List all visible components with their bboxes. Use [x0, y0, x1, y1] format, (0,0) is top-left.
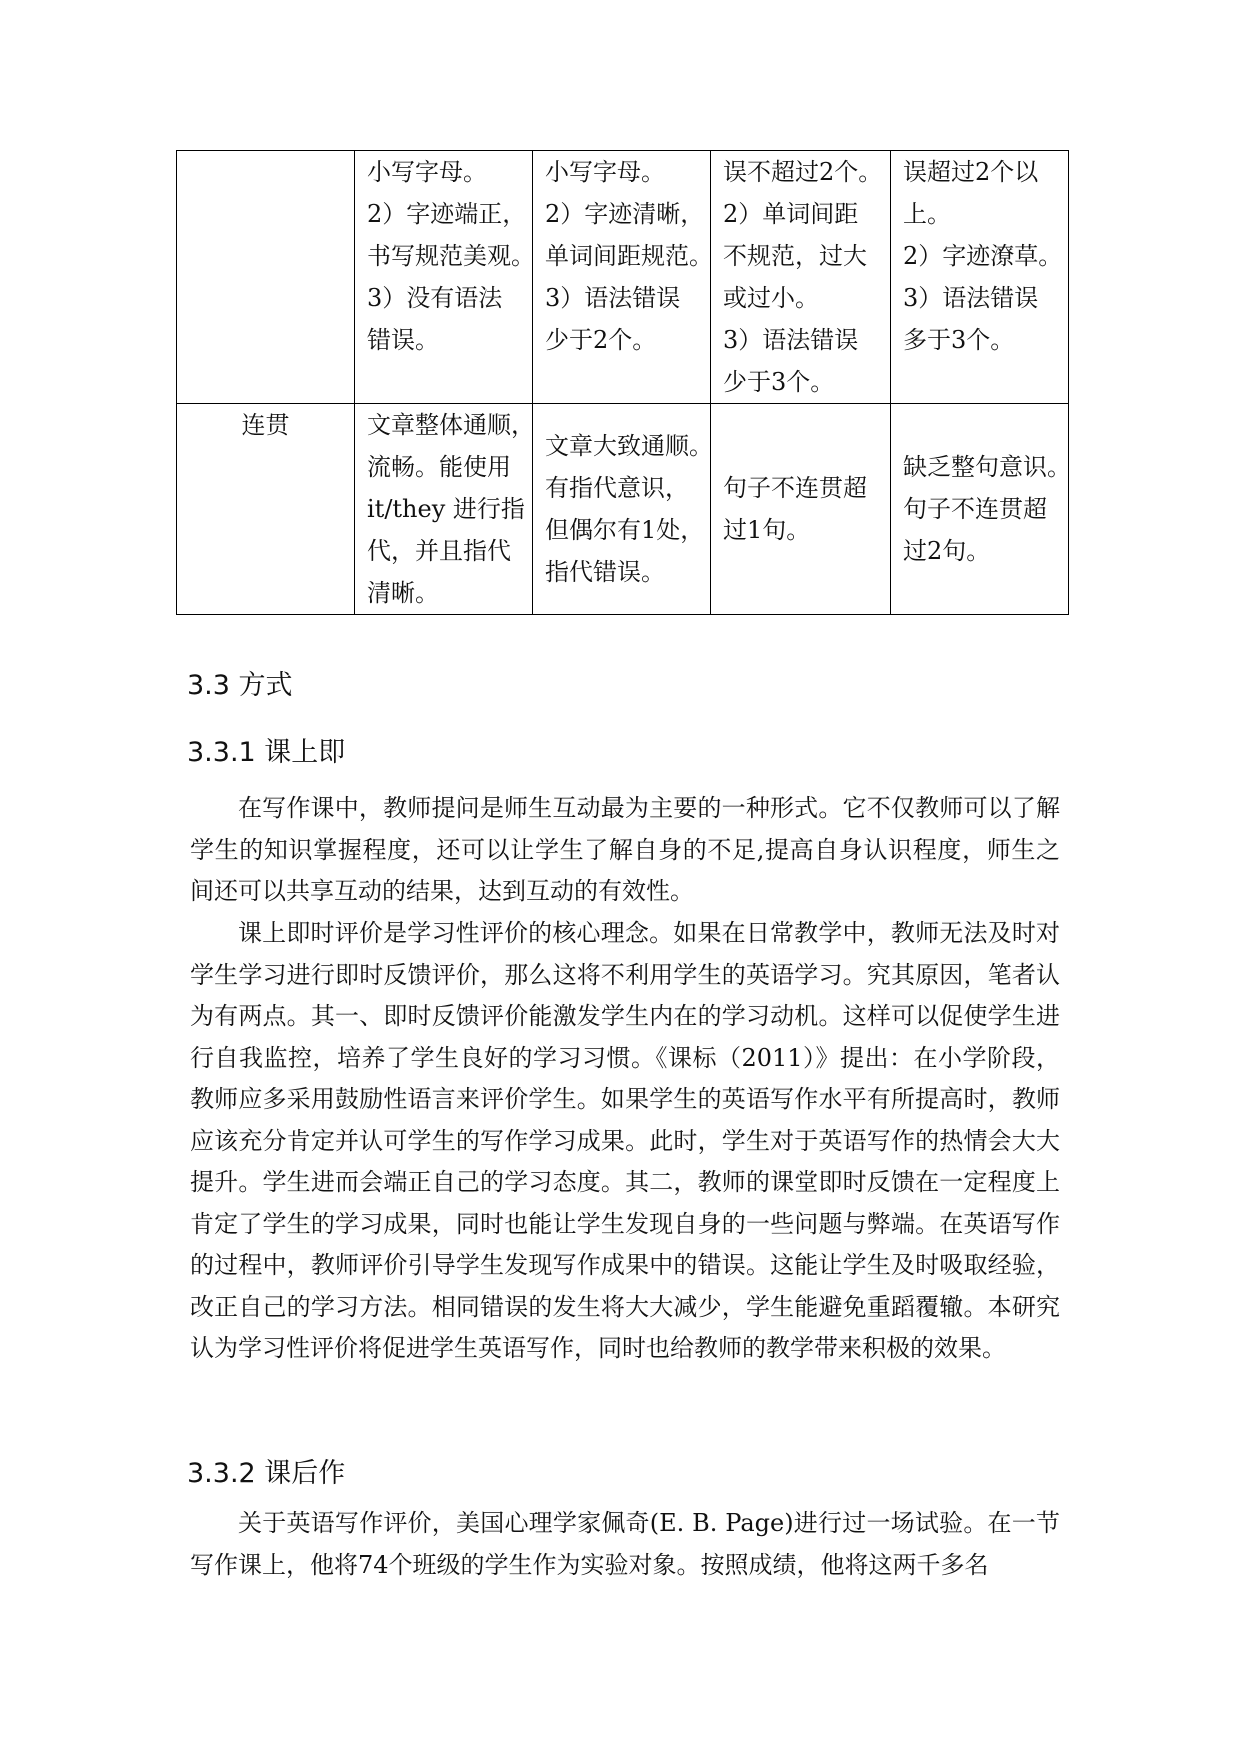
rubric-cell: 小写字母。 2）字迹端正， 书写规范美观。 3）没有语法 错误。 [355, 151, 533, 404]
subsection-heading: 3.3.2 课后作 [187, 1458, 346, 1489]
rubric-cell: 文章整体通顺， 流畅。能使用 it/they 进行指 代，并且指代 清晰。 [355, 404, 533, 615]
rubric-cell: 误超过2个以 上。 2）字迹潦草。 3）语法错误 多于3个。 [891, 151, 1069, 404]
table-row [177, 404, 1069, 615]
body-paragraph: 关于英语写作评价，美国心理学家佩奇(E. B. Page)进行过一场试验。在一节写作课上，他将74个班级的学生作为实验对象。按照成绩，他将这两千多名 [190, 1509, 1060, 1579]
body-paragraph: 在写作课中，教师提问是师生互动最为主要的一种形式。它不仅教师可以了解学生的知识掌握程度，还可以让学生了解自身的不足,提高自身认识程度，师生之间还可以共享互动的结果，达到互动的有效性。 [190, 794, 1060, 905]
rubric-cell: 小写字母。 2）字迹清晰， 单词间距规范。 3）语法错误 少于2个。 [533, 151, 711, 404]
criterion-cell: 连贯 [177, 404, 355, 615]
rubric-cell: 句子不连贯超 过1句。 [711, 404, 891, 615]
subsection-heading: 3.3.1 课上即 [187, 737, 346, 768]
body-paragraph: 课上即时评价是学习性评价的核心理念。如果在日常教学中，教师无法及时对学生学习进行即时反馈评价，那么这将不利用学生的英语学习。究其原因，笔者认为有两点。其一、即时反馈评价能激发学生内在的学习动机。这样可以促使学生进行自我监控，培养了学生良好的学习习惯。《课标（2011）》提出：在小学阶段，教师应多采用鼓励性语言来评价学生。如果学生的英语写作水平有所提高时，教师应该充分肯定并认可学生的写作学习成果。此时，学生对于英语写作的热情会大大提升。学生进而会端正自己的学习态度。其二，教师的课堂即时反馈在一定程度上肯定了学生的学习成果，同时也能让学生发现自身的一些问题与弊端。在英语写作的过程中，教师评价引导学生发现写作成果中的错误。这能让学生及时吸取经验，改正自己的学习方法。相同错误的发生将大大减少，学生能避免重蹈覆辙。本研究认为学习性评价将促进学生英语写作，同时也给教师的教学带来积极的效果。 [190, 919, 1060, 1362]
rubric-cell: 缺乏整句意识。 句子不连贯超 过2句。 [891, 404, 1069, 615]
rubric-cell: 误不超过2个。 2）单词间距 不规范，过大 或过小。 3）语法错误 少于3个。 [711, 151, 891, 404]
table-row [177, 151, 1069, 404]
rubric-cell: 文章大致通顺。 有指代意识， 但偶尔有1处， 指代错误。 [533, 404, 711, 615]
section-heading: 3.3 方式 [187, 670, 293, 701]
criterion-cell [177, 151, 355, 404]
rubric-table [176, 150, 1069, 615]
